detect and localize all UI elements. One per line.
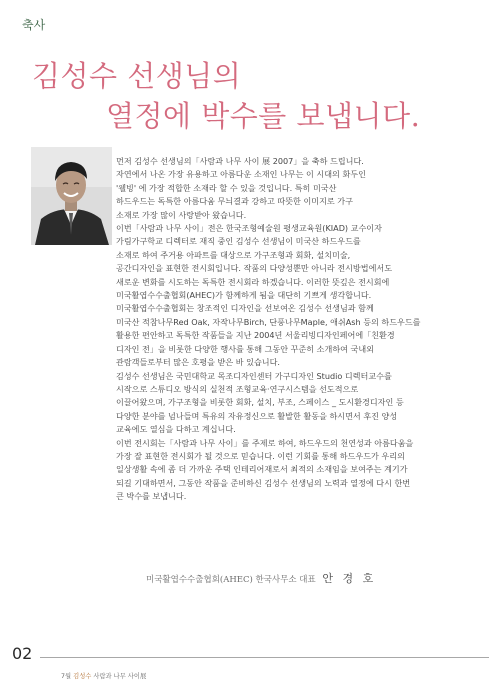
signature-org: 미국활엽수수출협회(AHEC) 한국사무소 대표 (146, 575, 316, 585)
signature (146, 570, 376, 586)
body-line: 먼저 김성수 선생님의「사람과 나무 사이 展 2007」을 축하 드립니다. (116, 156, 364, 166)
body-line: 이번 전시회는「사람과 나무 사이」를 주제로 하여, 하드우드의 천연성과 아름다움을 (116, 437, 414, 448)
body-line: 미국활엽수수출협회(AHEC)가 함께하게 됨을 대단히 기쁘게 생각합니다. (116, 290, 372, 301)
body-line: 소재로 하여 주거용 아파트를 대상으로 가구조형과 회화, 설치미술, (116, 249, 351, 260)
footer-highlight: 김성수 (73, 673, 92, 680)
page-number: 02 (12, 644, 33, 663)
body-line: '웰빙' 에 가장 적합한 소재라 할 수 있을 것입니다. 특히 미국산 (116, 182, 337, 193)
body-text (116, 155, 476, 504)
body-line: 다양한 분야를 넘나들며 특유의 자유정신으로 활발한 활동을 하시면서 후진 양성 (116, 410, 398, 421)
portrait-illustration (31, 147, 112, 245)
body-line: 일상생활 속에 좀 더 가까운 주택 인테리어재로서 최적의 소재임을 보여주는 계기가 (116, 464, 408, 475)
body-line: 미국활엽수수출협회는 창조적인 디자인을 선보여온 김성수 선생님과 함께 (116, 303, 374, 314)
body-line: 하드우드는 독특한 아름다움 무늬결과 강하고 따뜻한 이미지로 가구 (116, 196, 353, 207)
body-line: 가림가구학교 디렉터로 재직 중인 김성수 선생님이 미국산 하드우드를 (116, 236, 361, 247)
signature-name: 안 경 호 (322, 572, 377, 585)
body-line: 시작으로 스튜디오 방식의 실천적 조형교육·연구시스템을 선도적으로 (116, 383, 359, 394)
body-line: 디자인 전」을 비롯한 다양한 행사를 통해 그동안 꾸준히 소개하여 국내외 (116, 343, 374, 354)
page-title (32, 56, 420, 136)
body-line: 이번「사람과 나무 사이」전은 한국조형예술원 평생교육원(KIAD) 교수이자 (116, 223, 382, 234)
body-line: 큰 박수를 보냅니다. (116, 491, 187, 502)
body-line: 관람객들로부터 많은 호평을 받은 바 있습니다. (116, 357, 280, 368)
body-line: 공간디자인을 표현한 전시회입니다. 작품의 다양성뿐만 아니라 전시방법에서도 (116, 263, 393, 274)
footer-rest: 사람과 나무 사이展 (93, 673, 147, 680)
body-line: 소재로 가장 많이 사랑받아 왔습니다. (116, 209, 247, 220)
portrait-photo (31, 147, 112, 245)
body-line: 새로운 변화를 시도하는 독특한 전시회라 하겠습니다. 이러한 뜻깊은 전시회에 (116, 276, 390, 287)
body-line: 되길 기대하면서, 그동안 작품을 준비하신 김성수 선생님의 노력과 열정에 다시 한번 (116, 477, 411, 488)
title-line-2: 열정에 박수를 보냅니다. (106, 99, 421, 133)
body-line: 이끌어왔으며, 가구조형을 비롯한 회화, 설치, 부조, 스페이스 _ 도시환경디자인 등 (116, 397, 404, 408)
body-line: 김성수 선생님은 국민대학교 목조디자인센터 가구디자인 Studio 디렉터교수를 (116, 370, 392, 381)
footer-prefix: 7월 (61, 673, 72, 680)
body-line: 미국산 적참나무Red Oak, 자작나무Birch, 단풍나무Maple, 애쉬Ash 등의 하드우드를 (116, 316, 421, 327)
title-line-1: 김성수 선생님의 (32, 59, 242, 93)
body-line: 자연에서 나온 가장 유용하고 아름다운 소재인 나무는 이 시대의 화두인 (116, 169, 366, 180)
body-line: 교육에도 열심을 다하고 계십니다. (116, 424, 236, 435)
body-line: 가장 잘 표현한 전시회가 될 것으로 믿습니다. 이런 기회를 통해 하드우드가 우리의 (116, 450, 405, 461)
section-tag: 축사 (22, 18, 46, 32)
running-footer (61, 671, 146, 680)
page-rule (40, 657, 489, 658)
body-line: 활용한 편안하고 독특한 작품들을 지난 2004년 서울리빙디자인페어에「친환경 (116, 330, 395, 341)
